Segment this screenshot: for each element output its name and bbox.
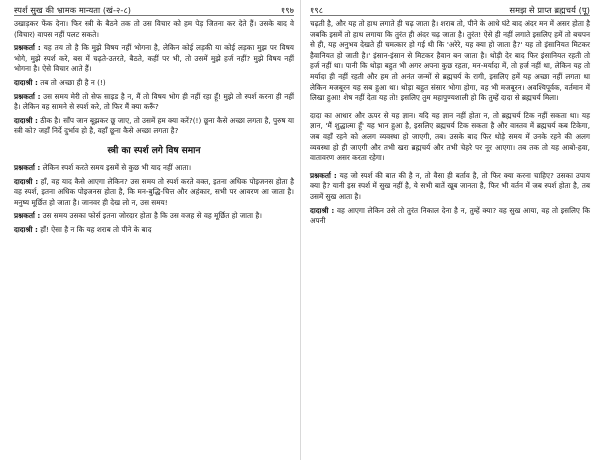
paragraph <box>310 206 590 227</box>
paragraph <box>14 78 294 89</box>
left-page-body <box>14 16 294 236</box>
speaker-label: दादाश्री : <box>14 224 38 234</box>
speaker-label: दादाश्री : <box>14 176 39 186</box>
paragraph-text: यह जो स्पर्श की बात की है न, तो वैसा ही बर्ताव है, तो फिर क्या करना चाहिए? उसका उपाय क्या है? यानी इस स्पर्श में सुख नहीं है, ये सभी बातें खूब जानता है, फिर भी वर्तन में जब स्पर्श होता है, तब उसमें सुख आता है। <box>310 170 590 201</box>
right-header-title: समझ से प्राप्त ब्रह्मचर्य (पू) <box>509 5 590 15</box>
right-running-header <box>310 0 590 16</box>
speaker-label: दादाश्री : <box>310 205 335 215</box>
right-page <box>310 0 590 460</box>
paragraph-text: लेकिन स्पर्श करते समय इसमें से कुछ भी याद नहीं आता। <box>42 162 192 172</box>
paragraph <box>14 43 294 75</box>
paragraph-text: उस समय मेरी तो सेफ साइड है न, मैं तो विषय भोग ही नहीं रहा हूँ! मुझे तो स्पर्श करना ही नहीं है। लेकिन वह सामने से स्पर्श करे, तो फिर मैं क्या करूँ? <box>14 91 294 112</box>
paragraph-text: चढ़ती है, और यह तो हाथ लगाते ही चढ़ जाता है। शराब तो, पीने के आधे घंटे बाद अंदर मन में असर होता है जबकि इसमें तो हाथ लगाया कि तुरंत ही अंदर चढ़ जाता है। तुरंत! ऐसे ही नहीं लगाते इसलिए हमें तो बचपन से ही, यह अनुभव देखते ही चमत्कार हो गई थी कि 'अरेरे, यह क्या हो जाता है?' यह तो इंसानियत मिटकर हैवानियत हो जाती है।' इंसान-इंसान से मिटकर हैवान बन जाता है। थोड़ी देर बाद फिर इंसानियत रहती तो हर्ज नहीं था। पानी कि थोड़ा बहुत भी अगर अपना कुछ रहता, मन-मर्यादा में, तो हर्ज नहीं था, लेकिन यह तो मर्यादा ही नहीं रहती और हम तो अनंत जन्मों से ब्रह्मचर्य के रागी, इसलिए हमें यह अच्छा नहीं लगता था लेकिन मजबूरन यह सब हुआ था। थोड़ा बहुत संसार भोगा होगा, वह भी मजबूरन। अवश्यिपूर्वक, वर्तमान में लिखा हुआ! शेष नहीं देता यह तो! इसलिए तुम महापुण्यशाली हो कि तुम्हें दादा से ब्रह्मचर्य मिला। <box>310 19 590 103</box>
right-page-body <box>310 16 590 227</box>
paragraph <box>310 111 590 164</box>
left-page-number: १९७ <box>280 5 294 15</box>
paragraph-text: उखाड़कर फेंक देना। फिर स्त्री के बैठने तक तो उस विचार को हम पेड़ जितना कर देते हैं। उसके बाद वे (विचार) वापस नहीं पलट सकते। <box>14 19 294 39</box>
paragraph <box>14 225 294 236</box>
paragraph-text: हाँ, वह याद कैसे आएगा लेकिन? उस समय तो स्पर्श करते वक्त, इतना अधिक पोइजनस होता है वह स्पर्श, इतना अधिक पोइजनस होता है, कि मन-बुद्धि-चित्त और अहंकार, सभी पर आवरण आ जाता है। मनुष्य मूर्छित हो जाता है। जानवर ही देख लो न, उस समय! <box>14 176 295 207</box>
section-heading-text: स्त्री का स्पर्श लगे विष समान <box>107 145 201 156</box>
paragraph-text: वह आएगा लेकिन उसे तो तुरंत निकाल देना है न, तुम्हें क्या? वह सुख आया, वह तो इसलिए कि अपनी <box>310 205 591 226</box>
paragraph-text: दादा का आधार और ऊपर से यह ज्ञान। यदि यह ज्ञान नहीं होता न, तो ब्रह्मचर्य टिक नहीं सकता था। यह ज्ञान, 'मैं शुद्धात्मा हूँ' यह भान हुआ है, इसलिए ब्रह्मचर्य टिक सकता है और वास्तव में ब्रह्मचर्य कब टिकेगा, जब वहाँ रहने को अलग व्यवस्था हो जाएगी, तब। उसके बाद फिर थोड़े समय में उनके रहने की अलग व्यवस्था हो ही जाएगी और तभी खरा ब्रह्मचर्य और तभी चेहरे पर नूर आएगा। तब तक तो यह आबो-हवा, वातावरण असर करता रहेगा। <box>310 110 590 163</box>
left-running-header <box>14 0 294 16</box>
page-gutter <box>300 0 301 460</box>
paragraph <box>310 19 590 104</box>
left-header-title: स्पर्श सुख की भ्रामक मान्यता (खं-२-८) <box>14 5 132 15</box>
paragraph <box>14 116 294 137</box>
paragraph <box>14 177 294 209</box>
speaker-label: प्रश्नकर्ता : <box>310 170 337 180</box>
paragraph <box>14 163 294 174</box>
paragraph <box>14 19 294 40</box>
speaker-label: दादाश्री : <box>14 115 38 125</box>
paragraph-text: तब तो अच्छा ही है न (!) <box>40 77 106 87</box>
paragraph <box>14 92 294 113</box>
left-page <box>14 0 294 460</box>
speaker-label: प्रश्नकर्ता : <box>14 91 41 101</box>
speaker-label: प्रश्नकर्ता : <box>14 211 41 221</box>
paragraph-text: ठीक है। साँप जान बूझकर छू जाए, तो उसमें हम क्या करें?(!) छूना कैसे अच्छा लगता है, पुरुष या स्त्री को? जहाँ निर्दे दुर्भाव हो है, वहाँ छूना कैसे अच्छा लगता है? <box>14 115 295 136</box>
paragraph <box>310 171 590 203</box>
speaker-label: दादाश्री : <box>14 77 38 87</box>
section-heading <box>14 145 294 157</box>
speaker-label: प्रश्नकर्ता : <box>14 43 41 53</box>
speaker-label: प्रश्नकर्ता : <box>14 162 41 172</box>
paragraph-text: यह तय तो है कि मुझे विषय नहीं भोगना है, लेकिन कोई लड़की या कोई लड़का मुझ पर विषय भोगे, मुझे स्पर्श करे, बस में चढ़ते-उतरते, बैठते, कहीं पर भी, तो उसमें मुझे हर्ज नहीं? मुझे विषय नहीं भोगना है। ऐसे विचार आते हैं। <box>14 43 294 74</box>
paragraph-text: हाँ! ऐसा है न कि यह शराब तो पीने के बाद <box>40 224 152 234</box>
paragraph-text: उस समय उसका फोर्स इतना जोरदार होता है कि उस वजह से वह मूर्छित हो जाता है। <box>42 211 262 221</box>
paragraph <box>14 211 294 222</box>
right-page-number: १९८ <box>310 5 324 15</box>
